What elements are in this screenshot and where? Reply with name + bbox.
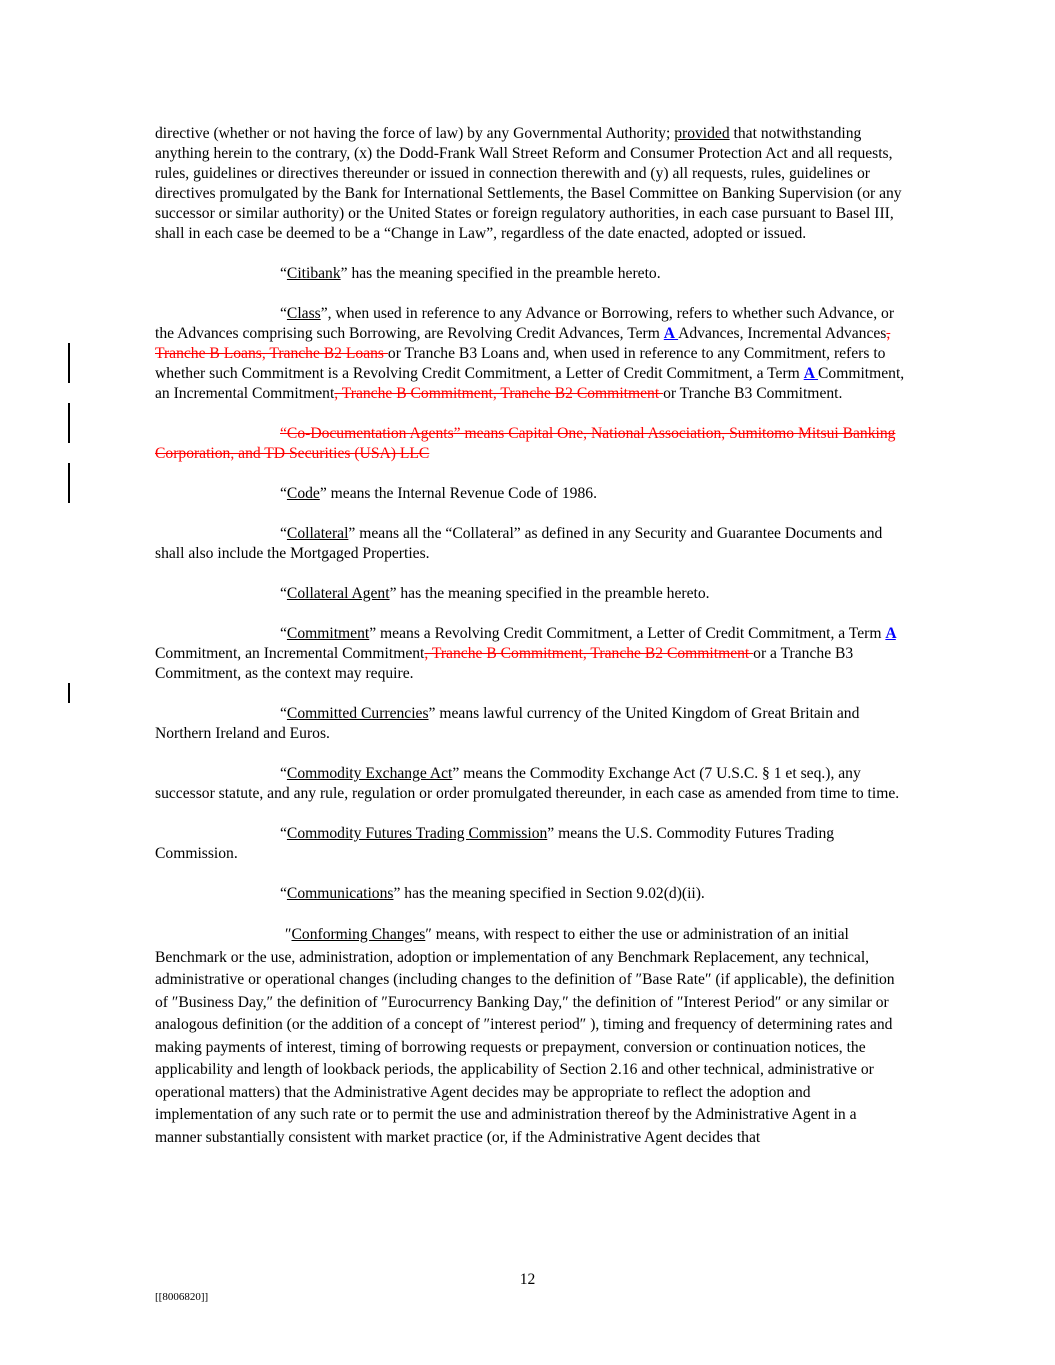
- change-bar-class-2: [68, 403, 70, 443]
- body-text: [155, 124, 905, 1169]
- document-id: [[8006820]]: [155, 1291, 209, 1303]
- inserted-text: A: [663, 325, 679, 342]
- term-co-documentation-agents: Co-Documentation Agents: [286, 425, 454, 442]
- deleted-text: , Tranche B Commitment, Tranche B2 Commitment: [334, 385, 664, 402]
- term-collateral-agent: Collateral Agent: [286, 585, 390, 602]
- definition-committed-currencies: “Committed Currencies” means lawful currency of the United Kingdom of Great Britain and Northern Ireland and Euros.: [155, 705, 860, 742]
- term-conforming-changes: Conforming Changes: [291, 926, 426, 943]
- term-committed-currencies: Committed Currencies: [286, 705, 429, 722]
- inserted-text: A: [803, 365, 818, 382]
- term-cftc: Commodity Futures Trading Commission: [286, 825, 548, 842]
- definition-commodity-exchange-act: “Commodity Exchange Act” means the Commodity Exchange Act (7 U.S.C. § 1 et seq.), any successor statute, and any rule, regulation or order promulgated thereunder, in each case as amended from time to time.: [155, 765, 900, 802]
- definition-co-documentation-agents-deleted: “Co-Documentation Agents” means Capital One, National Association, Sumitomo Mitsui Banking Corporation, and TD Securities (USA) LLC: [155, 425, 896, 462]
- paragraph-change-in-law-continued: directive (whether or not having the force of law) by any Governmental Authority; provided that notwithstanding anything herein to the contrary, (x) the Dodd-Frank Wall Street Reform and Consumer Protection Act and all requests, rules, guidelines or directives thereunder or issued in connection therewith and (y) all requests, rules, guidelines or directives promulgated by the Bank for International Settlements, the Basel Committee on Banking Supervision (or any successor or similar authority) or the United States or foreign regulatory authorities, in each case pursuant to Basel III, shall in each case be deemed to be a “Change in Law”, regardless of the date enacted, adopted or issued.: [155, 125, 902, 242]
- deleted-text: , Tranche B Commitment, Tranche B2 Commitment: [424, 645, 754, 662]
- page-number: 12: [519, 1271, 536, 1288]
- definition-collateral: “Collateral” means all the “Collateral” as defined in any Security and Guarantee Documents and shall also include the Mortgaged Properties.: [155, 525, 883, 562]
- definition-code: “Code” means the Internal Revenue Code of 1986.: [280, 485, 597, 502]
- change-bar-codoc: [68, 463, 70, 503]
- definition-commitment: “Commitment” means a Revolving Credit Commitment, a Letter of Credit Commitment, a Term A Commitment, an Incremental Commitment, Tranche B Commitment, Tranche B2 Commitment or a Tranche B3 Commitment, as the context may require.: [155, 625, 896, 682]
- change-bar-class-1: [68, 343, 70, 383]
- term-commodity-exchange-act: Commodity Exchange Act: [286, 765, 453, 782]
- definition-conforming-changes: ″Conforming Changes″ means, with respect to either the use or administration of an initial Benchmark or the use, administration, adoption or implementation of any Benchmark Replacement, any technical, administrative or operational changes (including changes to the definition of ″Base Rate″ (if applicable), the definition of ″Business Day,″ the definition of ″Eurocurrency Banking Day,″ the definition of ″Interest Period″ or any similar or analogous definition (or the addition of a concept of ″interest period″ ), timing and frequency of determining rates and making payments of interest, timing of borrowing requests or prepayment, conversion or continuation notices, the applicability and length of lookback periods, the applicability of Section 2.16 and other technical, administrative or operational matters) that the Administrative Agent decides may be appropriate to reflect the adoption and implementation of any such rate or to permit the use and administration thereof by the Administrative Agent in a manner substantially consistent with market practice (or, if the Administrative Agent decides that: [155, 926, 895, 1146]
- definition-class: “Class”, when used in reference to any Advance or Borrowing, refers to whether such Advance, or the Advances comprising such Borrowing, are Revolving Credit Advances, Term A Advances, Incremental Advances, Tranche B Loans, Tranche B2 Loans or Tranche B3 Loans and, when used in reference to any Commitment, refers to whether such Commitment is a Revolving Credit Commitment, a Letter of Credit Commitment, a Term A Commitment, an Incremental Commitment, Tranche B Commitment, Tranche B2 Commitment or Tranche B3 Commitment.: [155, 305, 905, 402]
- definition-collateral-agent: “Collateral Agent” has the meaning specified in the preamble hereto.: [280, 585, 710, 602]
- term-collateral: Collateral: [286, 525, 349, 542]
- definition-cftc: “Commodity Futures Trading Commission” means the U.S. Commodity Futures Trading Commission.: [155, 825, 835, 862]
- definition-communications: “Communications” has the meaning specified in Section 9.02(d)(ii).: [280, 885, 705, 902]
- term-communications: Communications: [286, 885, 394, 902]
- change-bar-commitment: [68, 683, 70, 703]
- term-commitment: Commitment: [286, 625, 370, 642]
- deleted-text: , Tranche B Loans, Tranche B2 Loans: [155, 325, 891, 362]
- inserted-text: A: [885, 625, 896, 642]
- term-citibank: Citibank: [286, 265, 341, 282]
- term-class: Class: [286, 305, 321, 322]
- definition-citibank: “Citibank” has the meaning specified in the preamble hereto.: [280, 265, 661, 282]
- term-code: Code: [286, 485, 320, 502]
- term-provided: provided: [674, 125, 730, 142]
